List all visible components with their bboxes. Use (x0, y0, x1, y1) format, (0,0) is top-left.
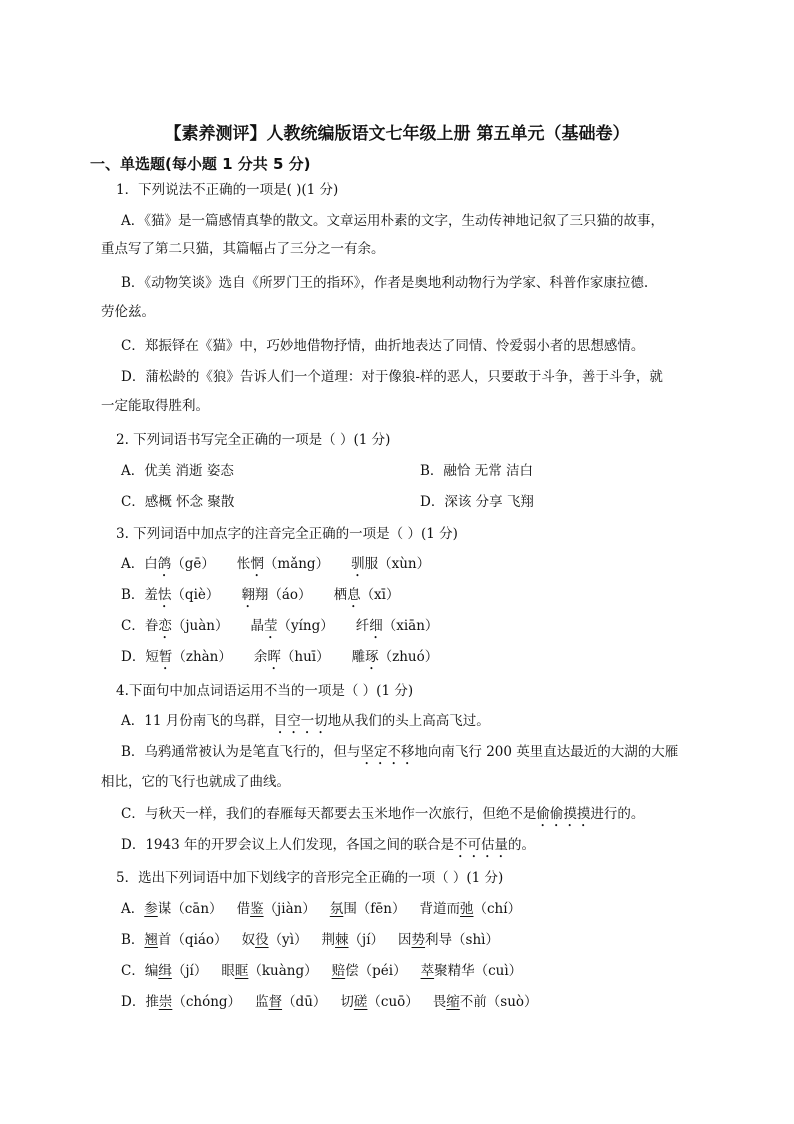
q2-option-b: B．融恰 无常 洁白 (420, 463, 534, 479)
q2-option-c: C．感概 怀念 聚散 (121, 494, 235, 510)
q4-stem: 4.下面句中加点词语运用不当的一项是（ ）(1 分) (116, 683, 414, 699)
q1-option-a: A．《猫》是一篇感情真挚的散文。文章运用朴素的文字，生动传神地记叙了三只猫的故事， (121, 213, 664, 229)
q2-stem: 2. 下列词语书写完全正确的一项是（ ）(1 分) (116, 432, 391, 448)
q5-stem: 5．选出下列词语中加下划线字的音形完全正确的一项（ ）(1 分) (116, 870, 504, 886)
q3-option-d: D．短暂（zhàn） 余晖（huī） 雕琢（zhuó） (121, 649, 439, 665)
q4-option-d: D．1943 年的开罗会议上人们发现，各国之间的联合是不可估量的。 (121, 837, 535, 853)
q1-option-b-cont: 劳伦兹。 (101, 304, 155, 320)
q4-option-b: B．乌鸦通常被认为是笔直飞行的，但与坚定不移地向南飞行 200 英里直达最近的大湖的大雁 (121, 744, 679, 760)
q1-option-d-cont: 一定能取得胜利。 (101, 398, 209, 414)
q4-option-a: A．11 月份南飞的鸟群，目空一切地从我们的头上高高飞过。 (121, 713, 490, 729)
q1-option-d: D．蒲松龄的《狼》告诉人们一个道理：对于像狼-样的恶人，只要敢于斗争，善于斗争，就 (121, 369, 663, 385)
q2-option-a: A．优美 消逝 姿态 (121, 463, 234, 479)
q1-stem: 1．下列说法不正确的一项是( )(1 分) (116, 182, 339, 198)
section-heading: 一、单选题(每小题 1 分共 5 分) (90, 155, 311, 173)
q5-option-a: A．参谋（cān） 借鉴（jiàn） 氛围（fēn） 背道而弛（chí） (121, 901, 522, 917)
q5-option-c: C．编缉（jí） 眼眶（kuàng） 赔偿（péi） 萃聚精华（cuì） (121, 963, 523, 979)
q1-option-b: B．《动物笑谈》选自《所罗门王的指环》，作者是奥地利动物行为学家、科普作家康拉德. (121, 275, 649, 291)
q4-option-c: C．与秋天一样，我们的春雁每天都要去玉米地作一次旅行，但绝不是偷偷摸摸进行的。 (121, 806, 645, 822)
q1-option-a-cont: 重点写了第二只猫，其篇幅占了三分之一有余。 (101, 241, 385, 257)
q3-stem: 3. 下列词语中加点字的注音完全正确的一项是（ ）(1 分) (116, 526, 458, 542)
q3-option-c: C．眷恋（juàn） 晶莹（yíng） 纤细（xiān） (121, 618, 439, 634)
q5-option-d: D．推崇（chóng） 监督（dū） 切磋（cuō） 畏缩不前（suò） (121, 994, 538, 1010)
page-title: 【素养测评】人教统编版语文七年级上册 第五单元（基础卷） (164, 124, 630, 144)
q2-option-d: D．深该 分享 飞翔 (420, 494, 534, 510)
q3-option-a: A．白鸽（gē） 怅惘（mǎng） 驯服（xùn） (121, 556, 431, 572)
q1-option-c: C．郑振铎在《猫》中，巧妙地借物抒情，曲折地表达了同情、怜爱弱小者的思想感情。 (121, 338, 645, 354)
q4-option-b-cont: 相比，它的飞行也就成了曲线。 (101, 774, 290, 790)
q5-option-b: B．翘首（qiáo） 奴役（yì） 荆棘（jí） 因势利导（shì） (121, 932, 499, 948)
q3-option-b: B．羞怯（qiè） 翱翔（áo） 栖息（xī） (121, 587, 400, 603)
